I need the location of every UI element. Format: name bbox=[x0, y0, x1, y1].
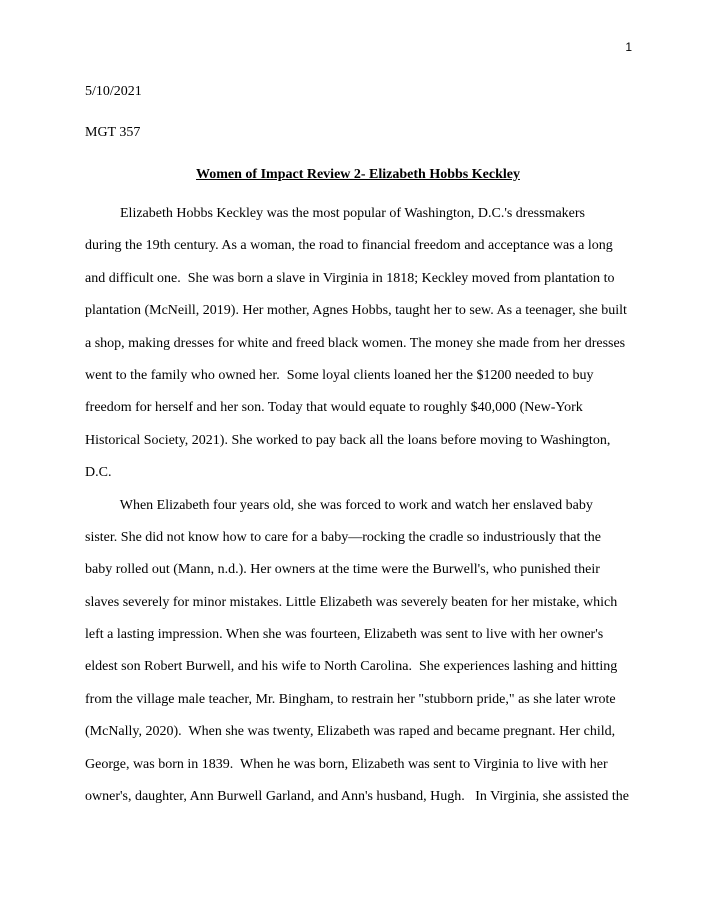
paragraph-1-line: Elizabeth Hobbs Keckley was the most popular of Washington, D.C.'s dressmakers bbox=[85, 206, 585, 221]
course-line: MGT 357 bbox=[85, 125, 141, 140]
paragraph-1-line: went to the family who owned her. Some loyal clients loaned her the $1200 needed to buy bbox=[85, 367, 594, 383]
page-number: 1 bbox=[625, 40, 632, 54]
paragraph-2-line: When Elizabeth four years old, she was forced to work and watch her enslaved baby bbox=[85, 497, 593, 513]
paragraph-1-line: during the 19th century. As a woman, the road to financial freedom and acceptance was a long bbox=[85, 238, 613, 254]
paragraph-1-line: Historical Society, 2021). She worked to pay back all the loans before moving to Washington, bbox=[85, 432, 611, 448]
paragraph-1-line: plantation (McNeill, 2019). Her mother, Agnes Hobbs, taught her to sew. As a teenager, she built bbox=[85, 303, 627, 319]
paragraph-1-line: D.C. bbox=[85, 465, 112, 481]
paragraph-2-line: from the village male teacher, Mr. Bingham, to restrain her "stubborn pride," as she later wrote bbox=[85, 691, 616, 707]
paragraph-2-line: George, was born in 1839. When he was born, Elizabeth was sent to Virginia to live with her bbox=[85, 756, 608, 772]
paragraph-2-line: sister. She did not know how to care for a baby—rocking the cradle so industriously that the bbox=[85, 529, 601, 545]
paragraph-1-line: and difficult one. She was born a slave in Virginia in 1818; Keckley moved from plantation to bbox=[85, 270, 615, 286]
document-title bbox=[85, 167, 631, 183]
paragraph-2-line: eldest son Robert Burwell, and his wife to North Carolina. She experiences lashing and hitting bbox=[85, 659, 618, 675]
paragraph-2-line: owner's, daughter, Ann Burwell Garland, and Ann's husband, Hugh. In Virginia, she assisted the bbox=[85, 789, 629, 805]
document-title-text: Women of Impact Review 2- Elizabeth Hobbs Keckley bbox=[196, 167, 520, 182]
paragraph-1-line: freedom for herself and her son. Today that would equate to roughly $40,000 (New-York bbox=[85, 400, 583, 416]
paragraph-2-line: baby rolled out (Mann, n.d.). Her owners at the time were the Burwell's, who punished their bbox=[85, 562, 600, 578]
paragraph-2-line: (McNally, 2020). When she was twenty, Elizabeth was raped and became pregnant. Her child, bbox=[85, 724, 616, 740]
paragraph-1-line: a shop, making dresses for white and freed black women. The money she made from her dresses bbox=[85, 335, 626, 351]
document-body bbox=[85, 198, 655, 813]
paragraph-2-line: slaves severely for minor mistakes. Little Elizabeth was severely beaten for her mistake, which bbox=[85, 594, 618, 610]
date-line: 5/10/2021 bbox=[85, 84, 142, 99]
paragraph-2-line: left a lasting impression. When she was fourteen, Elizabeth was sent to live with her owner's bbox=[85, 627, 604, 643]
